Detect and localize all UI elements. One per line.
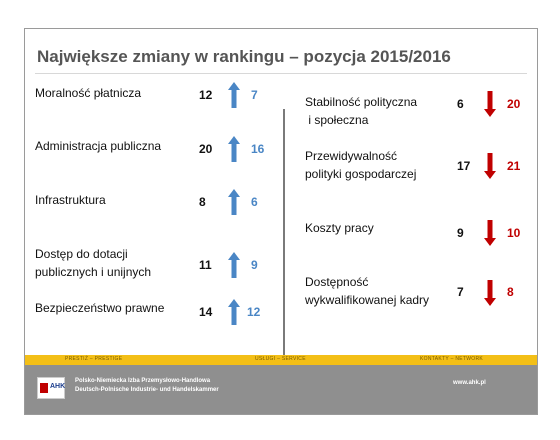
right-item-label-0: Stabilność polityczna i społeczna (305, 95, 418, 127)
right-item-old-3: 7 (457, 285, 464, 299)
left-item-old-3: 11 (199, 258, 212, 272)
ahk-logo (37, 377, 65, 399)
org-name-pl: Polsko-Niemiecka Izba Przemysłowo-Handlowa (75, 378, 211, 384)
right-item-new-0: 20 (507, 97, 521, 111)
arrow-down-icon (484, 220, 496, 246)
slide (24, 28, 538, 415)
org-name-de: Deutsch-Polnische Industrie- und Handelskammer (75, 387, 219, 393)
left-item-old-0: 12 (199, 88, 213, 102)
right-item-old-1: 17 (457, 159, 471, 173)
left-item-label-2: Infrastruktura (35, 193, 106, 207)
arrow-up-icon (228, 252, 240, 278)
left-item-new-0: 7 (251, 88, 258, 102)
section-band (25, 355, 537, 365)
right-item-label-2: Koszty pracy (305, 221, 374, 235)
right-item-new-1: 21 (507, 159, 521, 173)
band-section-3: KONTAKTY – NETWORK (420, 356, 483, 362)
right-item-old-0: 6 (457, 97, 464, 111)
left-item-new-2: 6 (251, 195, 258, 209)
column-divider (283, 109, 285, 357)
left-item-new-1: 16 (251, 142, 265, 156)
arrow-down-icon (484, 280, 496, 306)
arrow-up-icon (228, 136, 240, 162)
left-item-new-3: 9 (251, 258, 258, 272)
left-item-label-4: Bezpieczeństwo prawne (35, 301, 165, 315)
left-item-label-3: Dostęp do dotacji publicznych i unijnych (35, 247, 152, 279)
right-item-old-2: 9 (457, 226, 464, 240)
arrow-up-icon (228, 299, 240, 325)
right-item-new-2: 10 (507, 226, 521, 240)
left-item-new-4: 12 (247, 305, 261, 319)
title-rule (35, 73, 527, 74)
footer-url[interactable]: www.ahk.pl (453, 380, 486, 386)
arrow-down-icon (484, 153, 496, 179)
right-item-label-3: Dostępność wykwalifikowanej kadry (305, 275, 430, 307)
logo-text: AHK (50, 383, 66, 390)
band-section-2: USŁUGI – SERVICE (255, 356, 306, 362)
left-item-old-4: 14 (199, 305, 213, 319)
arrow-down-icon (484, 91, 496, 117)
left-item-label-1: Administracja publiczna (35, 139, 162, 153)
arrow-up-icon (228, 189, 240, 215)
right-item-new-3: 8 (507, 285, 514, 299)
right-item-label-1: Przewidywalność polityki gospodarczej (305, 149, 417, 181)
left-item-label-0: Moralność płatnicza (35, 86, 142, 100)
slide-title: Największe zmiany w rankingu – pozycja 2015/2016 (37, 47, 451, 66)
arrow-up-icon (228, 82, 240, 108)
band-section-1: PRESTIŻ – PRESTIGE (65, 356, 123, 362)
footer (25, 365, 537, 414)
left-item-old-1: 20 (199, 142, 213, 156)
eagle-icon (40, 383, 48, 393)
left-item-old-2: 8 (199, 195, 206, 209)
